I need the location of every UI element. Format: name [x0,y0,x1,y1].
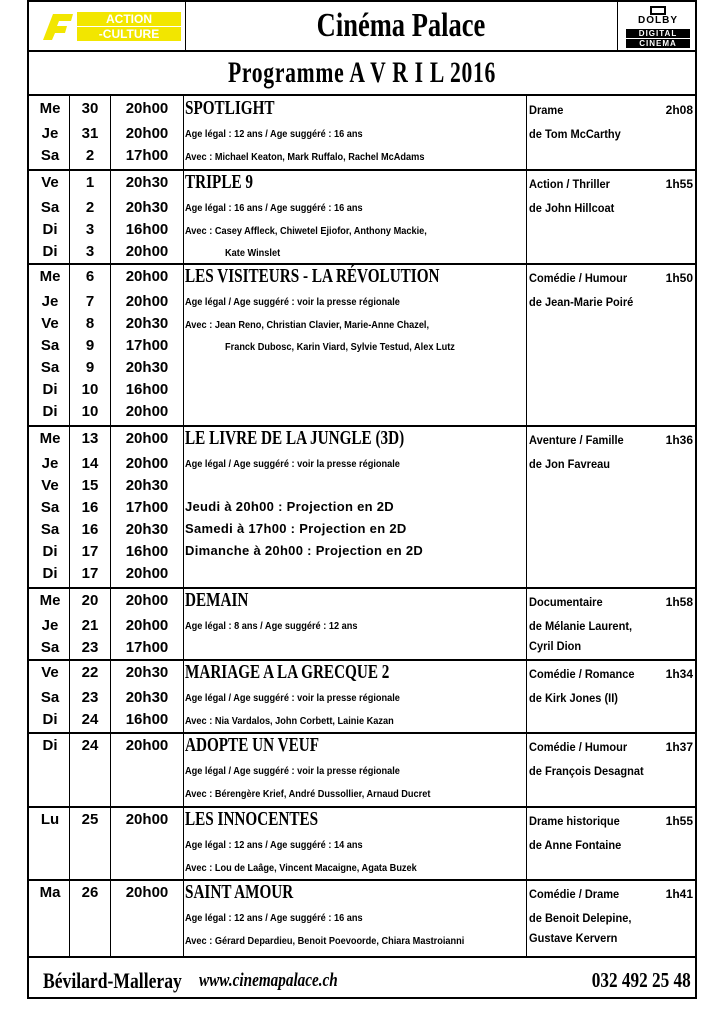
film-genre: Comédie / Humour [529,271,628,285]
showtime-hour: 20h30 [125,664,169,681]
film-duration: 2h08 [665,103,693,117]
showtime-day: Di [42,381,58,398]
film-age-rating: Age légal / Age suggéré : voir la presse régionale [185,693,400,704]
film-cast: Avec : Lou de Laâge, Vincent Macaigne, Agata Buzek [185,863,417,874]
film-age-rating: Age légal / Age suggéré : voir la presse régionale [185,459,400,470]
film-cast: Kate Winslet [225,248,281,259]
showtime-hour: 20h00 [125,565,169,582]
film-genre: Action / Thriller [529,177,610,191]
showtime-day: Di [42,565,58,582]
showtime-hour: 20h30 [125,689,169,706]
showtime-hour: 20h00 [125,293,169,310]
showtime-date: 25 [81,811,99,828]
showtime-date: 9 [85,337,95,354]
film-cast: Franck Dubosc, Karin Viard, Sylvie Testud, Alex Lutz [225,342,455,353]
film-age-rating: Age légal : 12 ans / Age suggéré : 14 ans [185,840,363,851]
projection-note: Dimanche à 20h00 : Projection en 2D [185,543,424,558]
showtime-day: Sa [40,337,60,354]
film-block [29,660,695,733]
film-block [29,733,695,807]
showtime-day: Sa [40,521,60,538]
showtime-hour: 20h00 [125,617,169,634]
showtime-hour: 17h00 [125,639,169,656]
showtime-hour: 16h00 [125,543,169,560]
showtime-date: 9 [85,359,95,376]
footer-rule [29,956,695,958]
film-block [29,807,695,880]
film-genre: Drame historique [529,814,620,828]
footer-website[interactable]: www.cinemapalace.ch [199,970,338,991]
showtime-hour: 20h30 [125,359,169,376]
action-culture-logo-icon [43,14,73,40]
showtime-day: Me [39,592,61,609]
dolby-text: DOLBY [638,15,678,26]
showtime-date: 2 [85,147,95,164]
showtime-date: 15 [81,477,99,494]
film-title: TRIPLE 9 [185,171,253,193]
film-genre: Comédie / Drame [529,887,620,901]
film-block [29,170,695,264]
film-duration: 1h34 [665,667,693,681]
film-duration: 1h36 [665,433,693,447]
showtime-date: 20 [81,592,99,609]
showtime-date: 10 [81,403,99,420]
projection-note: Samedi à 17h00 : Projection en 2D [185,521,407,536]
showtime-day: Me [39,100,61,117]
projection-note: Jeudi à 20h00 : Projection en 2D [185,499,394,514]
showtime-date: 24 [81,737,99,754]
showtime-date: 17 [81,565,99,582]
showtime-day: Je [41,293,59,310]
showtime-day: Sa [40,639,60,656]
page-title: Cinéma Palace [316,7,486,44]
programme-title: Programme A V R I L 2016 [227,56,497,89]
showtime-hour: 20h00 [125,125,169,142]
showtime-hour: 20h00 [125,592,169,609]
showtime-hour: 20h00 [125,243,169,260]
showtime-date: 1 [85,174,95,191]
programme-frame [27,0,697,999]
showtime-hour: 20h30 [125,315,169,332]
showtime-date: 23 [81,689,99,706]
showtime-date: 13 [81,430,99,447]
showtime-day: Me [39,268,61,285]
film-block [29,880,695,956]
showtime-date: 2 [85,199,95,216]
film-cast: Avec : Casey Affleck, Chiwetel Ejiofor, Anthony Mackie, [185,226,427,237]
footer-phone: 032 492 25 48 [591,968,691,992]
showtime-date: 31 [81,125,99,142]
showtime-date: 7 [85,293,95,310]
showtime-hour: 20h00 [125,430,169,447]
showtime-hour: 20h00 [125,268,169,285]
showtime-date: 8 [85,315,95,332]
showtime-date: 6 [85,268,95,285]
film-title: DEMAIN [185,589,249,611]
film-age-rating: Age légal : 8 ans / Age suggéré : 12 ans [185,621,358,632]
film-genre: Comédie / Humour [529,740,628,754]
film-director: Cyril Dion [529,639,582,653]
film-director: de Mélanie Laurent, [529,619,633,633]
showtime-date: 26 [81,884,99,901]
film-director: de John Hillcoat [529,201,615,215]
dolby-cinema-text: CINEMA [626,39,690,48]
film-title: SAINT AMOUR [185,881,294,903]
showtime-date: 17 [81,543,99,560]
showtime-hour: 20h30 [125,174,169,191]
film-age-rating: Age légal : 16 ans / Age suggéré : 16 ans [185,203,363,214]
showtime-day: Sa [40,147,60,164]
film-duration: 1h50 [665,271,693,285]
action-culture-logo [43,12,181,42]
film-age-rating: Age légal / Age suggéré : voir la presse régionale [185,766,400,777]
dolby-logo [623,6,693,48]
film-title: ADOPTE UN VEUF [185,734,319,756]
film-title: SPOTLIGHT [185,97,275,119]
showtime-day: Di [42,543,58,560]
showtime-date: 16 [81,499,99,516]
film-director: de Anne Fontaine [529,838,622,852]
showtime-hour: 17h00 [125,337,169,354]
showtime-date: 22 [81,664,99,681]
showtime-hour: 16h00 [125,221,169,238]
showtime-day: Di [42,243,58,260]
film-block [29,426,695,588]
film-age-rating: Age légal : 12 ans / Age suggéré : 16 ans [185,129,363,140]
film-cast: Avec : Jean Reno, Christian Clavier, Marie-Anne Chazel, [185,320,430,331]
showtime-day: Ve [41,477,59,494]
footer-city: Bévilard-Malleray [43,968,182,993]
film-duration: 1h41 [665,887,693,901]
film-genre: Aventure / Famille [529,433,624,447]
showtime-date: 3 [85,221,95,238]
dolby-icon [650,6,666,15]
film-director: de Tom McCarthy [529,127,621,141]
showtime-date: 30 [81,100,99,117]
film-genre: Drame [529,103,564,117]
film-cast: Avec : Gérard Depardieu, Benoit Poevoorde, Chiara Mastroianni [185,936,465,947]
showtime-day: Lu [40,811,60,828]
dolby-digital-text: DIGITAL [626,29,690,38]
showtime-date: 24 [81,711,99,728]
showtime-date: 14 [81,455,99,472]
showtime-day: Je [41,455,59,472]
film-title: LES INNOCENTES [185,808,319,830]
film-cast: Avec : Nia Vardalos, John Corbett, Lainie Kazan [185,716,394,727]
showtime-date: 23 [81,639,99,656]
film-age-rating: Age légal / Age suggéré : voir la presse régionale [185,297,400,308]
showtime-date: 3 [85,243,95,260]
film-director: de Jon Favreau [529,457,610,471]
showtime-hour: 20h00 [125,811,169,828]
film-duration: 1h37 [665,740,693,754]
showtime-date: 10 [81,381,99,398]
film-director: de Benoit Delepine, [529,911,632,925]
showtime-day: Sa [40,359,60,376]
showtime-day: Sa [40,499,60,516]
film-director: de Kirk Jones (II) [529,691,618,705]
logo-text-bottom: -CULTURE [77,27,181,41]
showtime-day: Me [39,430,61,447]
film-director: de François Desagnat [529,764,644,778]
film-duration: 1h58 [665,595,693,609]
showtime-hour: 20h00 [125,737,169,754]
showtime-day: Sa [40,689,60,706]
showtime-day: Di [42,221,58,238]
showtime-hour: 20h30 [125,199,169,216]
film-director: Gustave Kervern [529,931,618,945]
film-genre: Comédie / Romance [529,667,635,681]
film-title: LE LIVRE DE LA JUNGLE (3D) [185,427,405,449]
film-block [29,264,695,426]
showtime-day: Je [41,125,59,142]
showtime-day: Ve [41,174,59,191]
showtime-hour: 20h00 [125,403,169,420]
header-divider-left [185,2,186,50]
showtime-hour: 17h00 [125,499,169,516]
showtime-hour: 20h30 [125,477,169,494]
showtime-day: Ve [41,664,59,681]
film-age-rating: Age légal : 12 ans / Age suggéré : 16 ans [185,913,363,924]
showtime-hour: 20h00 [125,455,169,472]
film-duration: 1h55 [665,814,693,828]
showtime-hour: 16h00 [125,381,169,398]
film-title: MARIAGE A LA GRECQUE 2 [185,661,390,683]
film-director: de Jean-Marie Poiré [529,295,634,309]
film-cast: Avec : Bérengère Krief, André Dussollier, Arnaud Ducret [185,789,431,800]
showtime-day: Sa [40,199,60,216]
showtime-hour: 17h00 [125,147,169,164]
showtime-hour: 16h00 [125,711,169,728]
showtime-day: Di [42,403,58,420]
showtime-day: Di [42,737,58,754]
showtime-date: 21 [81,617,99,634]
film-block [29,588,695,660]
showtime-day: Je [41,617,59,634]
showtime-day: Di [42,711,58,728]
showtime-date: 16 [81,521,99,538]
showtime-day: Ve [41,315,59,332]
showtime-hour: 20h00 [125,100,169,117]
film-genre: Documentaire [529,595,603,609]
showtime-day: Ma [39,884,61,901]
header-divider-right [617,2,618,50]
showtime-hour: 20h30 [125,521,169,538]
film-duration: 1h55 [665,177,693,191]
film-cast: Avec : Michael Keaton, Mark Ruffalo, Rachel McAdams [185,152,425,163]
film-block [29,96,695,170]
logo-text-top: ACTION [77,12,181,26]
showtime-hour: 20h00 [125,884,169,901]
film-title: LES VISITEURS - LA RÉVOLUTION [185,265,440,287]
